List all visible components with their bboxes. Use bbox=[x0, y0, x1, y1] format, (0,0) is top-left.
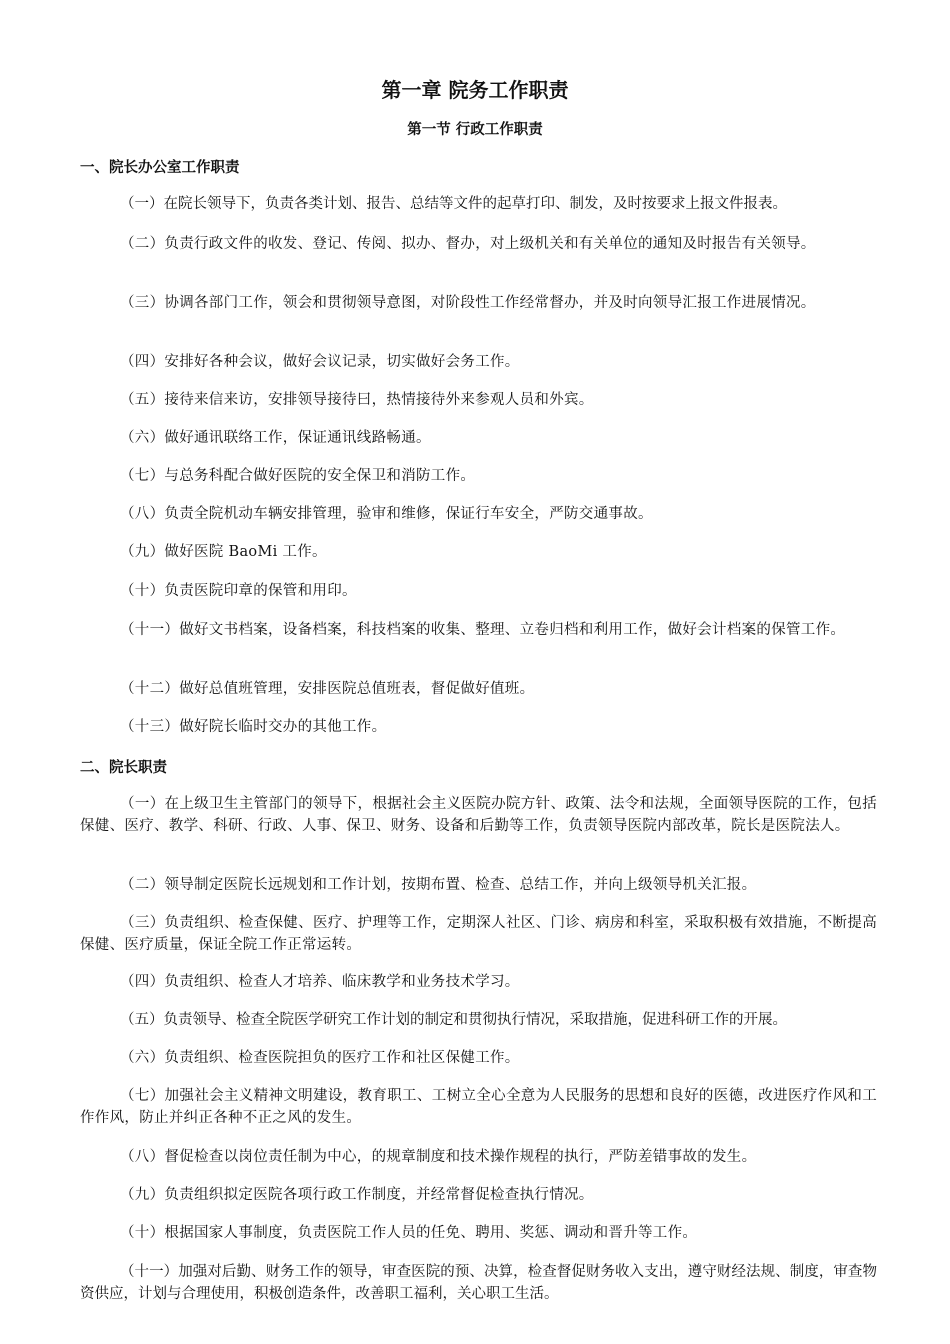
section-title: 第一节 行政工作职责 bbox=[407, 122, 543, 138]
paragraph: （五）接待来信来访，安排领导接待曰，热情接待外来参观人员和外宾。 bbox=[120, 392, 594, 408]
paragraph: （十）负责医院印章的保管和用印。 bbox=[120, 583, 357, 599]
chapter-title: 第一章 院务工作职责 bbox=[381, 78, 569, 102]
paragraph: （九）做好医院 BaoMi 工作。 bbox=[120, 544, 327, 560]
paragraph: （一）在上级卫生主管部门的领导下，根据社会主义医院办院方针、政策、法令和法规，全面领导医院的工作，包括保健、医疗、教学、科研、行政、人事、保卫、财务、设备和后勤等工作，负责领导医院内部改革，院长是医院法人。 bbox=[80, 796, 877, 834]
paragraph: （十）根据国家人事制度，负责医院工作人员的任免、聘用、奖惩、调动和晋升等工作。 bbox=[120, 1225, 698, 1241]
part2-heading: 二、院长职责 bbox=[80, 760, 167, 776]
paragraph: （二）负责行政文件的收发、登记、传阅、拟办、督办，对上级机关和有关单位的通知及时报告有关领导。 bbox=[120, 236, 816, 252]
paragraph: （十一）做好文书档案，设备档案，科技档案的收集、整理、立卷归档和利用工作，做好会计档案的保管工作。 bbox=[120, 622, 846, 638]
paragraph: （七）加强社会主义精神文明建设，教育职工、工树立全心全意为人民服务的思想和良好的医德，改进医疗作风和工作作风，防止并纠正各种不正之风的发生。 bbox=[80, 1088, 877, 1126]
paragraph: （四）安排好各种会议，做好会议记录，切实做好会务工作。 bbox=[120, 354, 520, 370]
paragraph: （十三）做好院长临时交办的其他工作。 bbox=[120, 719, 387, 735]
paragraph: （三）协调各部门工作，领会和贯彻领导意图，对阶段性工作经常督办，并及时向领导汇报工作进展情况。 bbox=[120, 295, 816, 311]
paragraph: （十二）做好总值班管理，安排医院总值班表，督促做好值班。 bbox=[120, 681, 535, 697]
paragraph: （四）负责组织、检查人才培养、临床教学和业务技术学习。 bbox=[120, 974, 520, 990]
paragraph: （一）在院长领导下，负责各类计划、报告、总结等文件的起草打印、制发，及时按要求上报文件报表。 bbox=[120, 196, 787, 212]
paragraph: （八）督促检查以岗位责任制为中心，的规章制度和技术操作规程的执行，严防差错事故的发生。 bbox=[120, 1149, 757, 1165]
paragraph: （二）领导制定医院长远规划和工作计划，按期布置、检查、总结工作，并向上级领导机关汇报。 bbox=[120, 877, 757, 893]
paragraph: （六）做好通讯联络工作，保证通讯线路畅通。 bbox=[120, 430, 431, 446]
paragraph: （五）负责领导、检查全院医学研究工作计划的制定和贯彻执行情况，采取措施，促进科研工作的开展。 bbox=[120, 1012, 787, 1028]
paragraph: （九）负责组织拟定医院各项行政工作制度，并经常督促检查执行情况。 bbox=[120, 1187, 594, 1203]
paragraph: （三）负责组织、检查保健、医疗、护理等工作，定期深人社区、门诊、病房和科室，采取积极有效措施，不断提高保健、医疗质量，保证全院工作正常运转。 bbox=[80, 915, 877, 953]
paragraph: （六）负责组织、检查医院担负的医疗工作和社区保健工作。 bbox=[120, 1050, 520, 1066]
part1-heading: 一、院长办公室工作职责 bbox=[80, 160, 240, 176]
paragraph: （十一）加强对后勤、财务工作的领导，审查医院的预、决算，检查督促财务收入支出，遵守财经法规、制度，审查物资供应，计划与合理使用，积极创造条件，改善职工福利，关心职工生活。 bbox=[80, 1264, 877, 1302]
paragraph: （八）负责全院机动车辆安排管理，验审和维修，保证行车安全，严防交通事故。 bbox=[120, 506, 653, 522]
paragraph: （七）与总务科配合做好医院的安全保卫和消防工作。 bbox=[120, 468, 476, 484]
